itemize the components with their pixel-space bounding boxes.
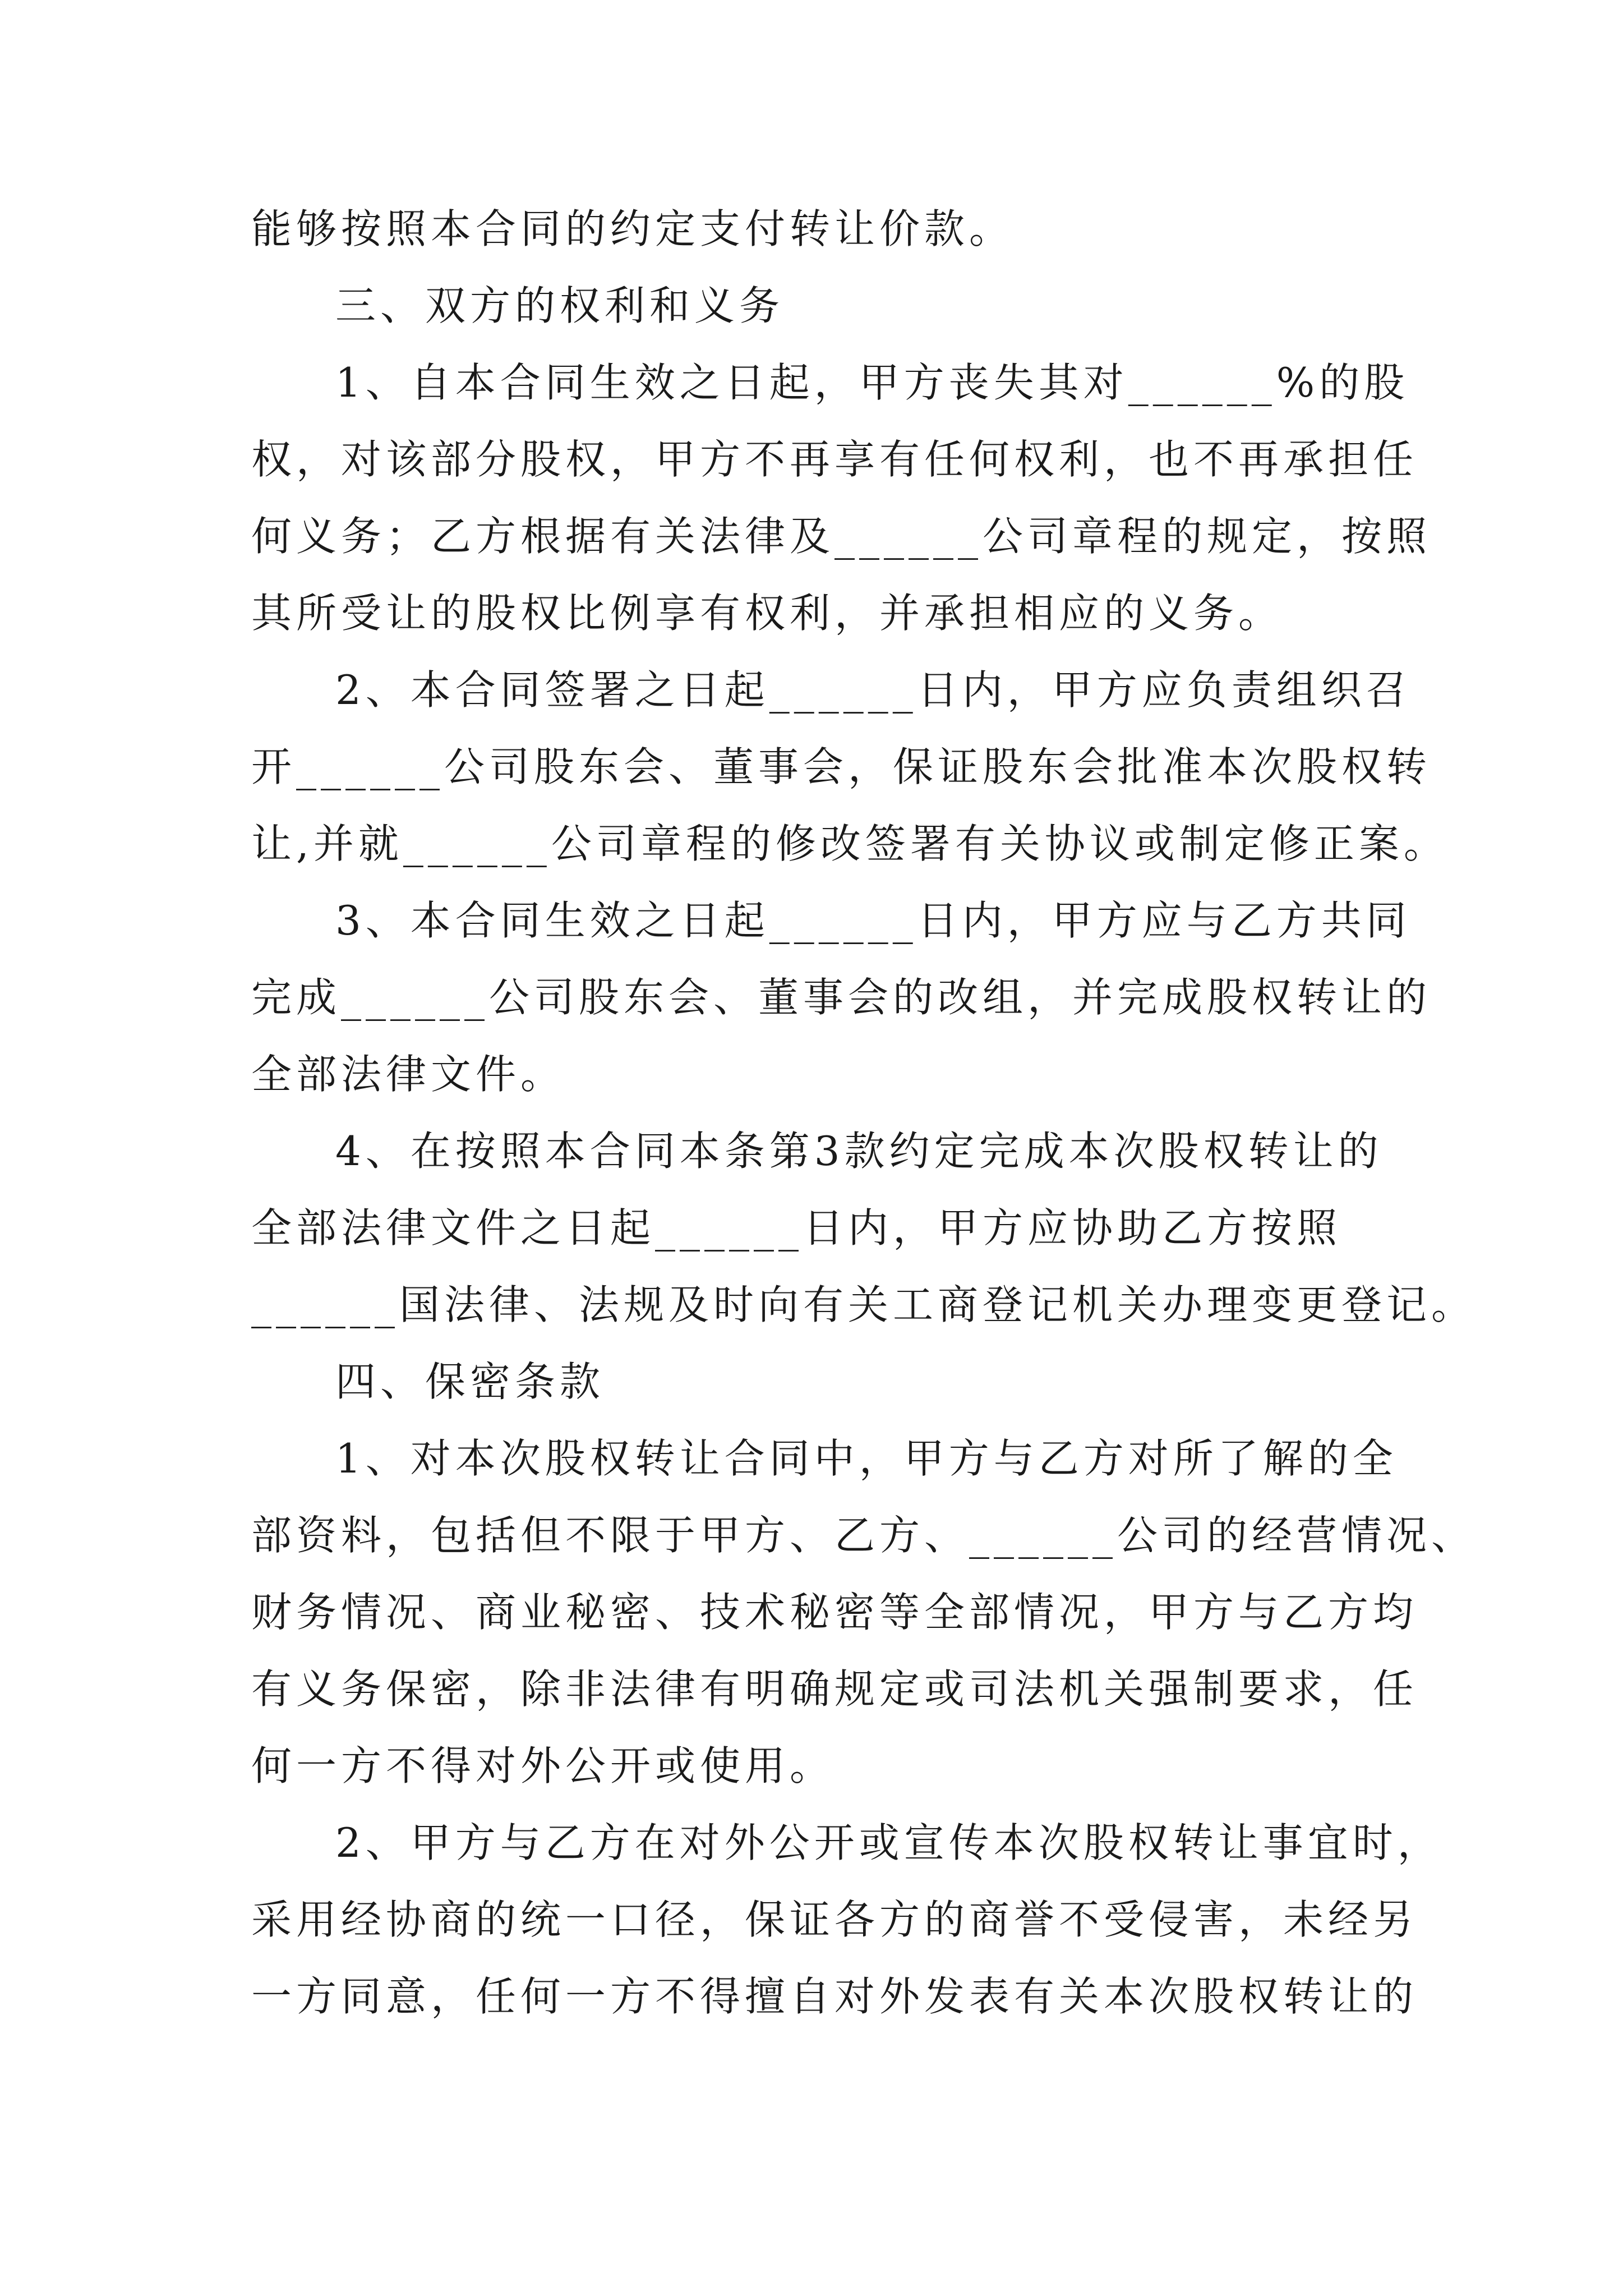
text-line: 开______公司股东会、董事会，保证股东会批准本次股权转 <box>251 743 1432 790</box>
text-line: 何一方不得对外公开或使用。 <box>251 1742 835 1789</box>
text-line: 部资料，包括但不限于甲方、乙方、______公司的经营情况、 <box>251 1512 1477 1559</box>
section-heading-confidentiality: 四、保密条款 <box>335 1358 605 1405</box>
document-body <box>251 191 1477 2035</box>
text-line: 让,并就______公司章程的修改签署有关协议或制定修正案。 <box>251 820 1449 867</box>
text-line: ______国法律、法规及时向有关工商登记机关办理变更登记。 <box>251 1281 1477 1328</box>
text-line: 全部法律文件。 <box>251 1051 566 1098</box>
clause-3-2-line: 2、本合同签署之日起______日内，甲方应负责组织召 <box>335 666 1411 714</box>
clause-4-1-line: 1、对本次股权转让合同中，甲方与乙方对所了解的全 <box>335 1435 1398 1482</box>
text-line: 财务情况、商业秘密、技术秘密等全部情况，甲方与乙方均 <box>251 1589 1418 1636</box>
text-line: 权，对该部分股权，甲方不再享有任何权利，也不再承担任 <box>251 436 1418 483</box>
clause-4-2-line: 2、甲方与乙方在对外公开或宣传本次股权转让事宜时， <box>335 1819 1442 1866</box>
text-line: 其所受让的股权比例享有权利，并承担相应的义务。 <box>251 590 1284 637</box>
text-line: 有义务保密，除非法律有明确规定或司法机关强制要求，任 <box>251 1665 1418 1713</box>
text-line: 能够按照本合同的约定支付转让价款。 <box>251 205 1015 252</box>
text-line: 全部法律文件之日起______日内，甲方应协助乙方按照 <box>251 1204 1342 1251</box>
text-line: 何义务；乙方根据有关法律及______公司章程的规定，按照 <box>251 513 1432 560</box>
section-heading-rights-obligations: 三、双方的权利和义务 <box>335 282 785 329</box>
clause-3-4-line: 4、在按照本合同本条第3款约定完成本次股权转让的 <box>335 1128 1383 1175</box>
text-line: 一方同意，任何一方不得擅自对外发表有关本次股权转让的 <box>251 1973 1418 2020</box>
text-line: 完成______公司股东会、董事会的改组，并完成股权转让的 <box>251 974 1432 1021</box>
text-line: 采用经协商的统一口径，保证各方的商誉不受侵害，未经另 <box>251 1896 1418 1943</box>
clause-3-3-line: 3、本合同生效之日起______日内，甲方应与乙方共同 <box>335 897 1411 944</box>
clause-3-1-line: 1、自本合同生效之日起，甲方丧失其对______%的股 <box>335 359 1409 406</box>
